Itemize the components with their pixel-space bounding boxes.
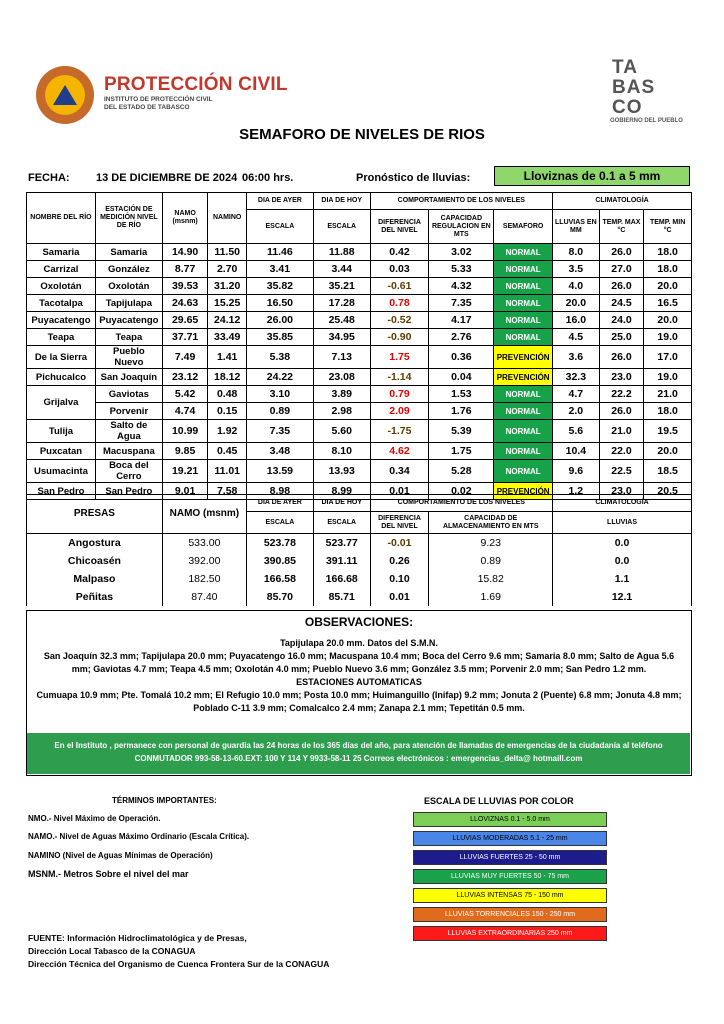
presas-header-dia-hoy: DIA DE HOY <box>313 495 370 512</box>
cell-hoy: 2.98 <box>313 403 370 420</box>
header-escala-ayer: ESCALA <box>246 210 313 244</box>
rivers-table <box>26 192 692 500</box>
cell-diferencia: -0.61 <box>370 278 429 295</box>
cell-rio: Usumacinta <box>27 460 96 483</box>
cell-hoy: 23.08 <box>313 369 370 386</box>
cell-namo: 182.50 <box>162 570 246 588</box>
header-climatologia: CLIMATOLOGÍA <box>553 193 692 210</box>
river-row <box>27 244 692 261</box>
cell-estacion: Boca del Cerro <box>95 460 162 483</box>
cell-capacidad: 15.82 <box>429 570 553 588</box>
header-escala-hoy: ESCALA <box>313 210 370 244</box>
cell-semaforo: NORMAL <box>494 329 553 346</box>
cell-ayer: 0.89 <box>246 403 313 420</box>
cell-semaforo: PREVENCIÓN <box>494 346 553 369</box>
cell-namino: 15.25 <box>208 295 247 312</box>
cell-namo: 39.53 <box>162 278 208 295</box>
cell-diferencia: 2.09 <box>370 403 429 420</box>
cell-diferencia: 0.01 <box>370 588 429 606</box>
tabasco-logo <box>612 58 692 118</box>
cell-capacidad: 5.33 <box>429 261 494 278</box>
observaciones-line2: San Joaquín 32.3 mm; Tapijulapa 20.0 mm; Puyacatengo 16.0 mm; Macuspana 10.4 mm; Boca del Cerro 9.6 mm; Samaria 8.0 mm; Salto de Agua 5.6 mm; Gaviotas 4.7 mm; Teapa 4.5 mm; Oxolotán 4.0 mm; Pueblo Nuevo 3.6 mm; González 3.5 mm; Porvenir 2.0 mm; San Pedro 1.2 mm. <box>43 651 675 674</box>
cell-capacidad: 7.35 <box>429 295 494 312</box>
cell-namo: 29.65 <box>162 312 208 329</box>
cell-semaforo: PREVENCIÓN <box>494 369 553 386</box>
cell-capacidad: 5.39 <box>429 420 494 443</box>
cell-diferencia: -0.90 <box>370 329 429 346</box>
cell-hoy: 34.95 <box>313 329 370 346</box>
cell-namino: 11.01 <box>208 460 247 483</box>
cell-namo: 7.49 <box>162 346 208 369</box>
cell-namo: 9.01 <box>162 483 208 500</box>
cell-tmax: 26.0 <box>599 244 644 261</box>
contact-banner <box>27 733 690 774</box>
header-namino: NAMINO <box>208 193 247 244</box>
cell-ayer: 3.41 <box>246 261 313 278</box>
presa-row <box>27 570 692 588</box>
terms-title: TÉRMINOS IMPORTANTES: <box>112 796 217 805</box>
pronostico-value: Lloviznas de 0.1 a 5 mm <box>494 166 690 186</box>
pronostico-label: Pronóstico de lluvias: <box>356 172 471 184</box>
cell-presa: Peñitas <box>27 588 163 606</box>
tabasco-logo-line2: BAS <box>612 77 656 98</box>
cell-capacidad: 1.53 <box>429 386 494 403</box>
cell-ayer: 24.22 <box>246 369 313 386</box>
cell-capacidad: 1.75 <box>429 443 494 460</box>
cell-tmax: 25.0 <box>599 329 644 346</box>
cell-namino: 7.58 <box>208 483 247 500</box>
observaciones-line1: Tapijulapa 20.0 mm. Datos del S.M.N. <box>280 638 438 648</box>
river-row <box>27 443 692 460</box>
cell-rio: Grijalva <box>27 386 96 420</box>
scale-item: LLOVIZNAS 0.1 - 5.0 mm <box>413 812 607 827</box>
cell-tmax: 23.0 <box>599 483 644 500</box>
cell-diferencia: 0.10 <box>370 570 429 588</box>
header-dia-hoy: DIA DE HOY <box>313 193 370 210</box>
presas-header-capacidad: CAPACIDAD DE ALMACENAMIENTO EN MTS <box>429 512 553 534</box>
header-comportamiento: COMPORTAMIENTO DE LOS NIVELES <box>370 193 552 210</box>
cell-namino: 0.45 <box>208 443 247 460</box>
org-subtitle-2: DEL ESTADO DE TABASCO <box>104 104 190 111</box>
cell-rio: Tacotalpa <box>27 295 96 312</box>
cell-lluvia: 12.1 <box>553 588 692 606</box>
cell-namo: 23.12 <box>162 369 208 386</box>
tabasco-logo-line1: TA <box>612 57 638 78</box>
cell-tmax: 22.5 <box>599 460 644 483</box>
header-namo: NAMO (msnm) <box>162 193 208 244</box>
cell-tmax: 26.0 <box>599 346 644 369</box>
cell-tmin: 18.5 <box>644 460 692 483</box>
cell-tmin: 19.0 <box>644 329 692 346</box>
cell-estacion: Teapa <box>95 329 162 346</box>
cell-diferencia: -0.52 <box>370 312 429 329</box>
cell-hoy: 391.11 <box>313 552 370 570</box>
cell-namo: 37.71 <box>162 329 208 346</box>
cell-rio: Oxolotán <box>27 278 96 295</box>
cell-tmax: 27.0 <box>599 261 644 278</box>
cell-ayer: 35.82 <box>246 278 313 295</box>
cell-semaforo: NORMAL <box>494 278 553 295</box>
cell-estacion: Tapijulapa <box>95 295 162 312</box>
river-row <box>27 460 692 483</box>
cell-tmin: 20.0 <box>644 278 692 295</box>
cell-tmax: 24.5 <box>599 295 644 312</box>
cell-diferencia: -1.14 <box>370 369 429 386</box>
cell-estacion: Salto de Agua <box>95 420 162 443</box>
cell-semaforo: NORMAL <box>494 261 553 278</box>
cell-diferencia: 0.01 <box>370 483 429 500</box>
header-diferencia: DIFERENCIA DEL NIVEL <box>370 210 429 244</box>
presas-header-escala-ayer: ESCALA <box>246 512 313 534</box>
cell-semaforo: NORMAL <box>494 244 553 261</box>
cell-namo: 392.00 <box>162 552 246 570</box>
cell-hoy: 523.77 <box>313 534 370 552</box>
fuente-line3: Dirección Técnica del Organismo de Cuenca Frontera Sur de la CONAGUA <box>28 959 330 969</box>
cell-diferencia: 0.42 <box>370 244 429 261</box>
cell-presa: Chicoasén <box>27 552 163 570</box>
cell-lluvia: 16.0 <box>553 312 600 329</box>
cell-lluvia: 0.0 <box>553 552 692 570</box>
cell-lluvia: 9.6 <box>553 460 600 483</box>
cell-tmax: 23.0 <box>599 369 644 386</box>
river-row <box>27 261 692 278</box>
cell-diferencia: 0.26 <box>370 552 429 570</box>
org-title: PROTECCIÓN CIVIL <box>104 74 288 95</box>
cell-lluvia: 3.5 <box>553 261 600 278</box>
presa-row <box>27 552 692 570</box>
observaciones-title: OBSERVACIONES: <box>304 615 414 629</box>
cell-tmin: 18.0 <box>644 244 692 261</box>
cell-rio: Carrizal <box>27 261 96 278</box>
cell-hoy: 8.99 <box>313 483 370 500</box>
cell-diferencia: 0.79 <box>370 386 429 403</box>
river-row <box>27 369 692 386</box>
contact-line2: CONMUTADOR 993-58-13-60.EXT: 100 Y 114 Y 9933-58-11 25 Correos electrónicos : emergencias_delta@ hotmaill.com <box>134 754 583 763</box>
hora-value: 06:00 hrs. <box>242 172 294 184</box>
cell-semaforo: NORMAL <box>494 312 553 329</box>
cell-presa: Angostura <box>27 534 163 552</box>
cell-capacidad: 4.32 <box>429 278 494 295</box>
contact-line1: En el Instituto , permanece con personal de guardia las 24 horas de los 365 días del año, para atención de llamadas de emergencias de la ciudadanía al teléfono <box>54 741 663 750</box>
cell-estacion: Gaviotas <box>95 386 162 403</box>
cell-lluvia: 20.0 <box>553 295 600 312</box>
cell-namo: 9.85 <box>162 443 208 460</box>
cell-namo: 8.77 <box>162 261 208 278</box>
river-row <box>27 403 692 420</box>
cell-hoy: 25.48 <box>313 312 370 329</box>
presa-row <box>27 534 692 552</box>
scale-item: LLUVIAS INTENSAS 75 - 150 mm <box>413 888 607 903</box>
cell-tmax: 26.0 <box>599 278 644 295</box>
cell-tmin: 19.0 <box>644 369 692 386</box>
cell-semaforo: NORMAL <box>494 420 553 443</box>
term-item: NAMINO (Nivel de Aguas Mínimas de Operación) <box>28 851 213 860</box>
presas-header-comportamiento: COMPORTAMIENTO DE LOS NIVELES <box>370 495 552 512</box>
cell-ayer: 7.35 <box>246 420 313 443</box>
cell-capacidad: 1.76 <box>429 403 494 420</box>
cell-lluvia: 1.2 <box>553 483 600 500</box>
cell-estacion: Samaria <box>95 244 162 261</box>
cell-diferencia: 4.62 <box>370 443 429 460</box>
cell-namo: 19.21 <box>162 460 208 483</box>
river-row <box>27 329 692 346</box>
cell-tmin: 18.0 <box>644 261 692 278</box>
cell-namino: 1.41 <box>208 346 247 369</box>
cell-lluvia: 32.3 <box>553 369 600 386</box>
header-tmin: TEMP. MIN °C <box>644 210 692 244</box>
presas-header-dia-ayer: DIA DE AYER <box>246 495 313 512</box>
cell-capacidad: 0.02 <box>429 483 494 500</box>
river-row <box>27 295 692 312</box>
cell-ayer: 8.98 <box>246 483 313 500</box>
presa-row <box>27 588 692 606</box>
cell-lluvia: 4.7 <box>553 386 600 403</box>
cell-estacion: Macuspana <box>95 443 162 460</box>
cell-capacidad: 5.28 <box>429 460 494 483</box>
cell-capacidad: 2.76 <box>429 329 494 346</box>
cell-lluvia: 4.0 <box>553 278 600 295</box>
tabasco-logo-line3: CO <box>612 97 643 118</box>
cell-lluvia: 0.0 <box>553 534 692 552</box>
scale-item: LLUVIAS TORRENCIALES 150 - 250 mm <box>413 907 607 922</box>
river-row <box>27 278 692 295</box>
cell-lluvia: 3.6 <box>553 346 600 369</box>
scale-item: LLUVIAS MODERADAS 5.1 - 25 mm <box>413 831 607 846</box>
cell-estacion: Porvenir <box>95 403 162 420</box>
river-row <box>27 386 692 403</box>
cell-ayer: 26.00 <box>246 312 313 329</box>
cell-tmin: 21.0 <box>644 386 692 403</box>
cell-rio: De la Sierra <box>27 346 96 369</box>
cell-tmin: 20.0 <box>644 443 692 460</box>
cell-tmax: 26.0 <box>599 403 644 420</box>
cell-tmin: 20.0 <box>644 312 692 329</box>
cell-lluvia: 8.0 <box>553 244 600 261</box>
cell-estacion: González <box>95 261 162 278</box>
cell-ayer: 3.10 <box>246 386 313 403</box>
cell-ayer: 3.48 <box>246 443 313 460</box>
cell-capacidad: 0.04 <box>429 369 494 386</box>
cell-tmin: 17.0 <box>644 346 692 369</box>
river-row <box>27 346 692 369</box>
header-lluvias: LLUVIAS EN MM <box>553 210 600 244</box>
cell-namo: 10.99 <box>162 420 208 443</box>
presas-header-presas: PRESAS <box>27 495 163 534</box>
cell-hoy: 85.71 <box>313 588 370 606</box>
cell-lluvia: 2.0 <box>553 403 600 420</box>
observaciones-line4: Cumuapa 10.9 mm; Pte. Tomalá 10.2 mm; El Refugio 10.0 mm; Posta 10.0 mm; Huimanguillo (Inifap) 9.2 mm; Jonuta 2 (Puente) 6.8 mm; Jonuta 4.8 mm; Poblado C-11 3.9 mm; Comalcalco 2.4 mm; Zanapa 2.1 mm; Tepetitán 0.5 mm. <box>36 690 682 713</box>
cell-rio: Puyacatengo <box>27 312 96 329</box>
cell-estacion: San Joaquín <box>95 369 162 386</box>
cell-hoy: 35.21 <box>313 278 370 295</box>
cell-hoy: 8.10 <box>313 443 370 460</box>
scale-item: LLUVIAS MUY FUERTES 50 - 75 mm <box>413 869 607 884</box>
cell-capacidad: 3.02 <box>429 244 494 261</box>
cell-estacion: San Pedro <box>95 483 162 500</box>
gov-subtitle: GOBIERNO DEL PUEBLO <box>610 118 683 124</box>
cell-ayer: 35.85 <box>246 329 313 346</box>
cell-namino: 31.20 <box>208 278 247 295</box>
cell-rio: Pichucalco <box>27 369 96 386</box>
cell-tmax: 22.2 <box>599 386 644 403</box>
cell-diferencia: 0.03 <box>370 261 429 278</box>
cell-namino: 11.50 <box>208 244 247 261</box>
presas-header-climatologia: CLIMATOLOGÍA <box>553 495 692 512</box>
cell-namo: 533.00 <box>162 534 246 552</box>
cell-semaforo: NORMAL <box>494 386 553 403</box>
proteccion-civil-logo <box>36 66 94 124</box>
fecha-label: FECHA: <box>28 172 70 184</box>
cell-semaforo: NORMAL <box>494 443 553 460</box>
cell-semaforo: NORMAL <box>494 460 553 483</box>
river-row <box>27 312 692 329</box>
cell-hoy: 11.88 <box>313 244 370 261</box>
cell-ayer: 13.59 <box>246 460 313 483</box>
cell-namino: 0.15 <box>208 403 247 420</box>
cell-estacion: Oxolotán <box>95 278 162 295</box>
cell-ayer: 16.50 <box>246 295 313 312</box>
cell-tmax: 22.0 <box>599 443 644 460</box>
cell-capacidad: 9.23 <box>429 534 553 552</box>
page-title: SEMAFORO DE NIVELES DE RIOS <box>239 126 485 143</box>
cell-rio: Tulija <box>27 420 96 443</box>
observaciones-line3: ESTACIONES AUTOMATICAS <box>296 677 422 687</box>
river-row <box>27 420 692 443</box>
cell-rio: Teapa <box>27 329 96 346</box>
term-item: NMO.- Nivel Máximo de Operación. <box>28 814 161 823</box>
cell-tmax: 21.0 <box>599 420 644 443</box>
term-item: NAMO.- Nivel de Aguas Máximo Ordinario (Escala Crítica). <box>28 832 250 841</box>
fecha-value: 13 DE DICIEMBRE DE 2024 <box>96 172 238 184</box>
fuente-line1: FUENTE: Información Hidroclimatológica y de Presas, <box>28 933 247 943</box>
header-estacion: ESTACIÓN DE MEDICIÓN NIVEL DE RÍO <box>95 193 162 244</box>
header-dia-ayer: DIA DE AYER <box>246 193 313 210</box>
cell-diferencia: -1.75 <box>370 420 429 443</box>
cell-diferencia: 1.75 <box>370 346 429 369</box>
scale-item: LLUVIAS EXTRAORDINARIAS 250 mm <box>413 926 607 941</box>
cell-presa: Malpaso <box>27 570 163 588</box>
cell-tmin: 19.5 <box>644 420 692 443</box>
cell-namo: 24.63 <box>162 295 208 312</box>
cell-semaforo: NORMAL <box>494 403 553 420</box>
cell-lluvia: 10.4 <box>553 443 600 460</box>
cell-namino: 0.48 <box>208 386 247 403</box>
cell-ayer: 85.70 <box>246 588 313 606</box>
cell-hoy: 7.13 <box>313 346 370 369</box>
header-tmax: TEMP. MAX °C <box>599 210 644 244</box>
presas-header-namo: NAMO (msnm) <box>162 495 246 534</box>
header-capacidad: CAPACIDAD REGULACION EN MTS <box>429 210 494 244</box>
presas-header-lluvias: LLUVIAS <box>553 512 692 534</box>
cell-tmin: 16.5 <box>644 295 692 312</box>
cell-ayer: 166.58 <box>246 570 313 588</box>
cell-rio: Puxcatan <box>27 443 96 460</box>
org-subtitle-1: INSTITUTO DE PROTECCIÓN CIVIL <box>104 96 213 103</box>
cell-hoy: 5.60 <box>313 420 370 443</box>
cell-hoy: 3.89 <box>313 386 370 403</box>
cell-namino: 24.12 <box>208 312 247 329</box>
cell-rio: San Pedro <box>27 483 96 500</box>
cell-namino: 1.92 <box>208 420 247 443</box>
cell-ayer: 5.38 <box>246 346 313 369</box>
cell-namo: 5.42 <box>162 386 208 403</box>
cell-semaforo: PREVENCIÓN <box>494 483 553 500</box>
cell-capacidad: 0.89 <box>429 552 553 570</box>
cell-namino: 33.49 <box>208 329 247 346</box>
cell-tmin: 18.0 <box>644 403 692 420</box>
cell-hoy: 166.68 <box>313 570 370 588</box>
header-rio: NOMBRE DEL RÍO <box>27 193 96 244</box>
cell-ayer: 523.78 <box>246 534 313 552</box>
cell-diferencia: -0.01 <box>370 534 429 552</box>
cell-hoy: 13.93 <box>313 460 370 483</box>
presas-header-escala-hoy: ESCALA <box>313 512 370 534</box>
cell-diferencia: 0.34 <box>370 460 429 483</box>
cell-namino: 18.12 <box>208 369 247 386</box>
cell-tmin: 20.5 <box>644 483 692 500</box>
presas-header-diferencia: DIFERENCIA DEL NIVEL <box>370 512 429 534</box>
cell-namo: 14.90 <box>162 244 208 261</box>
cell-tmax: 24.0 <box>599 312 644 329</box>
cell-ayer: 390.85 <box>246 552 313 570</box>
cell-namino: 2.70 <box>208 261 247 278</box>
term-item: MSNM.- Metros Sobre el nivel del mar <box>28 869 189 879</box>
cell-ayer: 11.46 <box>246 244 313 261</box>
cell-lluvia: 1.1 <box>553 570 692 588</box>
header-semaforo: SEMAFORO <box>494 210 553 244</box>
cell-lluvia: 4.5 <box>553 329 600 346</box>
cell-hoy: 3.44 <box>313 261 370 278</box>
presas-table <box>26 494 692 606</box>
cell-diferencia: 0.78 <box>370 295 429 312</box>
fuente-line2: Dirección Local Tabasco de la CONAGUA <box>28 946 196 956</box>
cell-estacion: Pueblo Nuevo <box>95 346 162 369</box>
cell-capacidad: 0.36 <box>429 346 494 369</box>
scale-item: LLUVIAS FUERTES 25 - 50 mm <box>413 850 607 865</box>
cell-capacidad: 4.17 <box>429 312 494 329</box>
cell-lluvia: 5.6 <box>553 420 600 443</box>
cell-capacidad: 1.69 <box>429 588 553 606</box>
scale-title: ESCALA DE LLUVIAS POR COLOR <box>424 796 574 806</box>
cell-semaforo: NORMAL <box>494 295 553 312</box>
cell-hoy: 17.28 <box>313 295 370 312</box>
cell-estacion: Puyacatengo <box>95 312 162 329</box>
cell-namo: 4.74 <box>162 403 208 420</box>
cell-rio: Samaria <box>27 244 96 261</box>
cell-namo: 87.40 <box>162 588 246 606</box>
